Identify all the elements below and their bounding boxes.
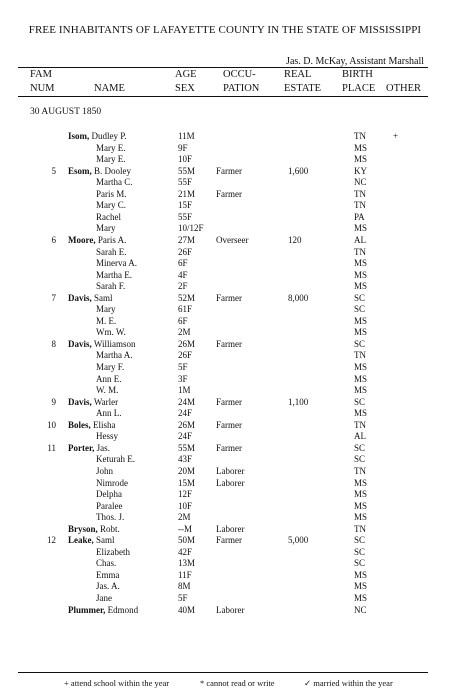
age-sex: 10F <box>178 154 193 165</box>
given-name: Mary <box>96 223 116 234</box>
birth-place: SC <box>354 442 366 453</box>
given-name: Ann E. <box>96 373 122 384</box>
age-sex: 61F <box>178 304 193 315</box>
occupation: Farmer <box>216 396 242 407</box>
person-name <box>96 478 128 490</box>
family-number: 12 <box>47 535 56 546</box>
census-row <box>0 350 450 362</box>
age-sex: 5F <box>178 593 188 603</box>
birth-place: MS <box>354 223 368 234</box>
age-sex: 15F <box>178 200 193 211</box>
census-row <box>0 327 450 339</box>
occupation: Farmer <box>216 419 242 430</box>
age-sex: 27M <box>178 234 196 245</box>
header-sex: SEX <box>175 83 195 94</box>
person-name <box>96 270 132 282</box>
census-row <box>0 166 450 178</box>
person-name <box>96 512 124 524</box>
occupation: Farmer <box>216 188 242 199</box>
family-number: 10 <box>47 419 56 430</box>
legend-married: ✓ married within the year <box>304 678 393 688</box>
given-name: B. Dooley <box>94 165 132 176</box>
surname: Bryson, <box>68 523 98 534</box>
birth-place: MS <box>354 154 368 165</box>
person-name <box>68 397 118 409</box>
person-name <box>96 350 133 362</box>
birth-place: SC <box>354 292 366 303</box>
age-sex: 55F <box>178 177 193 188</box>
census-row <box>0 408 450 420</box>
given-name: John <box>96 465 114 476</box>
header-real: REAL <box>284 69 312 80</box>
header-occupation-1: OCCU- <box>223 69 256 80</box>
occupation: Laborer <box>216 604 245 615</box>
birth-place: SC <box>354 396 366 407</box>
birth-place: TN <box>354 350 366 361</box>
surname: Davis, <box>68 396 92 407</box>
age-sex: 12F <box>178 489 193 500</box>
given-name: Minerva A. <box>96 258 137 269</box>
census-row <box>0 581 450 593</box>
given-name: Chas. <box>96 558 117 569</box>
given-name: Saml <box>94 292 113 303</box>
birth-place: NC <box>354 604 367 615</box>
family-number: 9 <box>51 396 56 407</box>
birth-place: MS <box>354 500 368 511</box>
census-row <box>0 547 450 559</box>
birth-place: SC <box>354 304 366 315</box>
enumeration-date: 30 AUGUST 1850 <box>30 107 102 117</box>
real-estate-value: 8,000 <box>288 292 309 303</box>
census-row <box>0 362 450 374</box>
person-name <box>96 501 122 513</box>
person-name <box>68 339 136 351</box>
age-sex: 26M <box>178 419 196 430</box>
birth-place: SC <box>354 546 366 557</box>
age-sex: 8M <box>178 581 191 592</box>
age-sex: 15M <box>178 477 196 488</box>
given-name: Williamson <box>93 338 136 349</box>
census-row <box>0 177 450 189</box>
person-name <box>96 247 127 259</box>
person-name <box>96 385 118 397</box>
census-row <box>0 501 450 513</box>
person-name <box>68 235 126 247</box>
census-row <box>0 570 450 582</box>
surname: Boles, <box>68 419 91 430</box>
person-name <box>68 420 116 432</box>
age-sex: 10/12F <box>178 223 204 234</box>
person-name <box>96 327 126 339</box>
person-name <box>96 143 126 155</box>
census-row <box>0 478 450 490</box>
age-sex: 26F <box>178 350 193 361</box>
occupation: Farmer <box>216 338 242 349</box>
census-row <box>0 524 450 536</box>
person-name <box>68 293 113 305</box>
person-name <box>96 593 112 605</box>
census-row <box>0 200 450 212</box>
age-sex: 20M <box>178 465 196 476</box>
census-row <box>0 535 450 547</box>
birth-place: PA <box>354 211 365 222</box>
given-name: Elizabeth <box>96 546 130 557</box>
census-row <box>0 466 450 478</box>
surname: Leake, <box>68 535 94 546</box>
given-name: Hessy <box>96 431 118 442</box>
birth-place: TN <box>354 419 366 430</box>
header-fam: FAM <box>30 69 52 80</box>
occupation: Farmer <box>216 292 242 303</box>
header-estate: ESTATE <box>284 83 322 94</box>
legend-school: + attend school within the year <box>64 678 170 688</box>
age-sex: 2F <box>178 281 188 292</box>
header-other: OTHER <box>386 83 421 94</box>
birth-place: SC <box>354 338 366 349</box>
person-name <box>96 431 118 443</box>
footer-rule <box>18 672 428 673</box>
person-name <box>96 223 116 235</box>
person-name <box>96 454 135 466</box>
age-sex: 24F <box>178 408 193 419</box>
birth-place: MS <box>354 489 368 500</box>
census-row <box>0 605 450 617</box>
given-name: Edmond <box>107 604 139 615</box>
given-name: Jane <box>96 593 112 603</box>
person-name <box>68 131 127 143</box>
surname: Porter, <box>68 442 95 453</box>
age-sex: --M <box>178 523 192 534</box>
birth-place: TN <box>354 131 366 141</box>
age-sex: 40M <box>178 604 196 615</box>
census-row <box>0 454 450 466</box>
age-sex: 11F <box>178 569 192 580</box>
person-name <box>68 524 120 536</box>
person-name <box>96 466 113 478</box>
person-name <box>96 547 130 559</box>
census-row <box>0 189 450 201</box>
birth-place: NC <box>354 177 367 188</box>
birth-place: TN <box>354 523 366 534</box>
given-name: W. M. <box>96 385 119 396</box>
person-name <box>96 558 116 570</box>
given-name: Martha C. <box>96 177 133 188</box>
given-name: Paris A. <box>97 234 127 245</box>
given-name: Mary F. <box>96 362 125 372</box>
person-name <box>96 362 124 374</box>
given-name: Ann L. <box>96 408 122 419</box>
surname: Esom, <box>68 165 92 176</box>
other-mark: + <box>393 131 399 141</box>
census-row <box>0 443 450 455</box>
age-sex: 21M <box>178 188 196 199</box>
person-name <box>96 281 125 293</box>
given-name: Jas. <box>96 442 110 453</box>
census-row <box>0 270 450 282</box>
birth-place: AL <box>354 234 366 245</box>
census-row <box>0 212 450 224</box>
census-row <box>0 420 450 432</box>
header-name: NAME <box>94 83 125 94</box>
birth-place: MS <box>354 385 368 396</box>
birth-place: AL <box>354 431 366 442</box>
header-bottom-rule <box>18 96 428 97</box>
surname: Davis, <box>68 292 92 303</box>
age-sex: 24F <box>178 431 193 442</box>
birth-place: TN <box>354 188 366 199</box>
birth-place: TN <box>354 246 366 257</box>
surname: Davis, <box>68 338 92 349</box>
occupation: Farmer <box>216 165 242 176</box>
birth-place: TN <box>354 200 366 211</box>
birth-place: KY <box>354 165 367 176</box>
person-name <box>96 154 126 166</box>
given-name: Elisha <box>93 419 116 430</box>
given-name: M. E. <box>96 315 117 326</box>
real-estate-value: 1,100 <box>288 396 309 407</box>
occupation: Farmer <box>216 535 242 546</box>
given-name: Warler <box>93 396 119 407</box>
person-name <box>96 189 127 201</box>
birth-place: MS <box>354 258 368 269</box>
age-sex: 26F <box>178 246 193 257</box>
real-estate-value: 120 <box>288 234 302 245</box>
census-row <box>0 558 450 570</box>
real-estate-value: 5,000 <box>288 535 309 546</box>
occupation: Laborer <box>216 523 245 534</box>
age-sex: 5F <box>178 362 188 372</box>
family-number: 6 <box>51 234 56 245</box>
age-sex: 6F <box>178 258 188 269</box>
given-name: Paralee <box>96 500 123 511</box>
age-sex: 3F <box>178 373 188 384</box>
person-name <box>96 374 122 386</box>
birth-place: MS <box>354 327 368 338</box>
person-name <box>68 535 115 547</box>
age-sex: 10F <box>178 500 193 511</box>
given-name: Rachel <box>96 211 121 222</box>
person-name <box>96 581 120 593</box>
birth-place: MS <box>354 142 368 153</box>
census-row <box>0 247 450 259</box>
family-number: 5 <box>51 165 56 176</box>
age-sex: 42F <box>178 546 193 557</box>
census-row <box>0 143 450 155</box>
census-row <box>0 223 450 235</box>
person-name <box>96 408 122 420</box>
birth-place: SC <box>354 454 366 465</box>
given-name: Thos. J. <box>96 512 125 523</box>
census-row <box>0 131 450 143</box>
person-name <box>96 177 133 189</box>
given-name: Martha E. <box>96 269 132 280</box>
given-name: Mary E. <box>96 154 126 165</box>
family-number: 7 <box>51 292 56 303</box>
census-row <box>0 431 450 443</box>
given-name: Saml <box>96 535 115 546</box>
birth-place: MS <box>354 362 368 372</box>
census-row <box>0 489 450 501</box>
census-row <box>0 385 450 397</box>
age-sex: 4F <box>178 269 188 280</box>
person-name <box>96 316 116 328</box>
age-sex: 52M <box>178 292 196 303</box>
given-name: Wm. W. <box>96 327 126 338</box>
birth-place: SC <box>354 558 366 569</box>
birth-place: MS <box>354 581 368 592</box>
birth-place: MS <box>354 315 368 326</box>
census-row <box>0 281 450 293</box>
age-sex: 6F <box>178 315 188 326</box>
person-name <box>68 443 110 455</box>
person-name <box>96 200 126 212</box>
person-name <box>96 258 137 270</box>
surname: Plummer, <box>68 604 106 615</box>
age-sex: 55M <box>178 442 196 453</box>
census-row <box>0 397 450 409</box>
census-row <box>0 293 450 305</box>
census-row <box>0 316 450 328</box>
real-estate-value: 1,600 <box>288 165 309 176</box>
given-name: Mary C. <box>96 200 126 211</box>
header-age: AGE <box>175 69 197 80</box>
age-sex: 2M <box>178 327 191 338</box>
occupation: Laborer <box>216 477 245 488</box>
family-number: 11 <box>47 442 56 453</box>
birth-place: MS <box>354 512 368 523</box>
person-name <box>96 304 116 316</box>
age-sex: 9F <box>178 142 188 153</box>
given-name: Emma <box>96 569 120 580</box>
assistant-marshal: Jas. D. McKay, Assistant Marshall <box>286 56 424 67</box>
census-row <box>0 374 450 386</box>
age-sex: 24M <box>178 396 196 407</box>
census-row <box>0 593 450 605</box>
given-name: Mary <box>96 304 116 315</box>
person-name <box>96 570 120 582</box>
birth-place: MS <box>354 373 368 384</box>
census-row <box>0 512 450 524</box>
person-name <box>68 605 138 617</box>
header-place: PLACE <box>342 83 376 94</box>
given-name: Keturah E. <box>96 454 135 465</box>
census-row <box>0 339 450 351</box>
given-name: Mary E. <box>96 142 126 153</box>
given-name: Sarah E. <box>96 246 127 257</box>
age-sex: 11M <box>178 131 195 141</box>
birth-place: MS <box>354 477 368 488</box>
birth-place: MS <box>354 408 368 419</box>
birth-place: SC <box>354 535 366 546</box>
header-birth: BIRTH <box>342 69 373 80</box>
surname: Isom, <box>68 131 90 141</box>
census-row <box>0 154 450 166</box>
birth-place: MS <box>354 593 368 603</box>
occupation: Laborer <box>216 465 245 476</box>
person-name <box>96 212 121 224</box>
given-name: Sarah F. <box>96 281 126 292</box>
census-row <box>0 304 450 316</box>
age-sex: 55M <box>178 165 196 176</box>
birth-place: MS <box>354 269 368 280</box>
person-name <box>68 166 131 178</box>
age-sex: 43F <box>178 454 193 465</box>
given-name: Delpha <box>96 489 122 500</box>
header-occupation-2: PATION <box>223 83 260 94</box>
age-sex: 13M <box>178 558 196 569</box>
given-name: Paris M. <box>96 188 127 199</box>
given-name: Dudley P. <box>91 131 127 141</box>
person-name <box>96 489 122 501</box>
surname: Moore, <box>68 234 96 245</box>
age-sex: 55F <box>178 211 193 222</box>
birth-place: MS <box>354 569 368 580</box>
census-row <box>0 258 450 270</box>
header-top-rule <box>18 67 428 68</box>
age-sex: 26M <box>178 338 196 349</box>
birth-place: TN <box>354 465 366 476</box>
age-sex: 50M <box>178 535 196 546</box>
header-num: NUM <box>30 83 55 94</box>
age-sex: 1M <box>178 385 191 396</box>
given-name: Robt. <box>100 523 120 534</box>
age-sex: 2M <box>178 512 191 523</box>
given-name: Martha A. <box>96 350 133 361</box>
given-name: Jas. A. <box>96 581 120 592</box>
census-row <box>0 235 450 247</box>
page-title: FREE INHABITANTS OF LAFAYETTE COUNTY IN THE STATE OF MISSISSIPPI <box>28 24 422 36</box>
birth-place: MS <box>354 281 368 292</box>
legend-read: * cannot read or write <box>200 678 275 688</box>
occupation: Overseer <box>216 234 249 245</box>
given-name: Nimrode <box>96 477 128 488</box>
occupation: Farmer <box>216 442 242 453</box>
family-number: 8 <box>51 338 56 349</box>
